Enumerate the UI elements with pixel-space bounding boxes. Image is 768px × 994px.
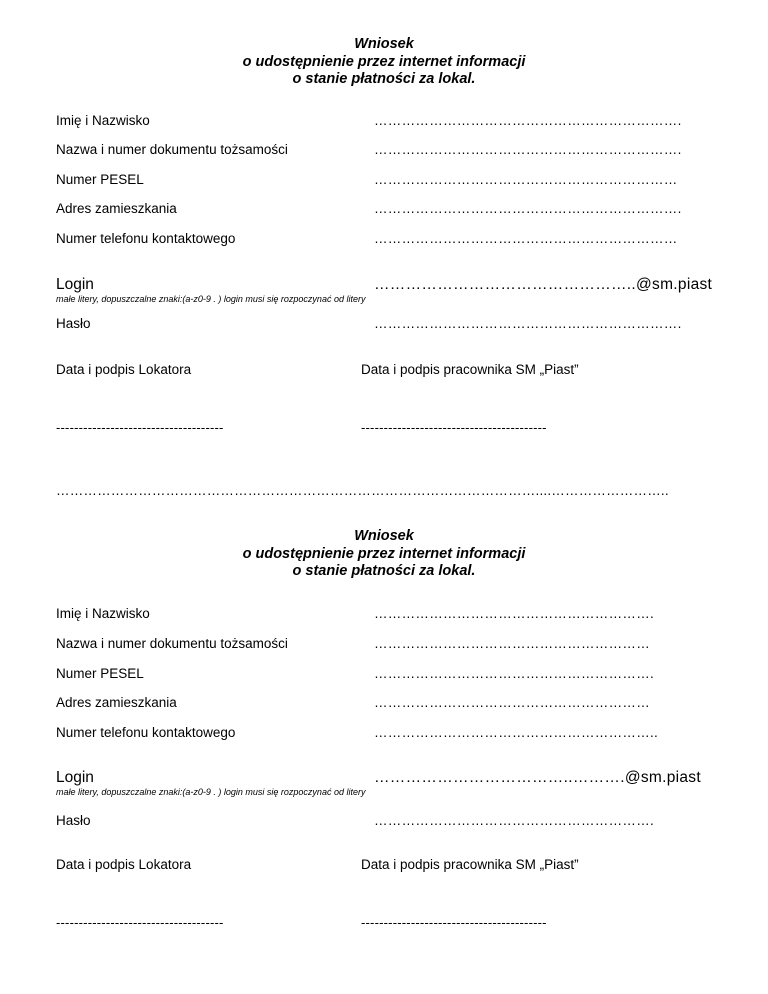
- field-label-phone: Numer telefonu kontaktowego: [56, 725, 236, 740]
- form-title: [0, 36, 768, 89]
- field-dots-name: …………………………………………………….: [374, 606, 655, 621]
- form-title-line-1: Wniosek: [354, 36, 414, 52]
- password-dots: ………………………………………………………….: [374, 316, 682, 331]
- tenant-signature-label: Data i podpis Lokatora: [56, 857, 192, 872]
- tenant-signature-line: -------------------------------------: [56, 420, 224, 435]
- field-dots-id-document: ………………………………………………………….: [374, 142, 682, 157]
- password-label: Hasło: [56, 316, 91, 331]
- staff-signature-line: -----------------------------------------: [361, 420, 547, 435]
- login-note: małe litery, dopuszczalne znaki:(a-z0-9 . ) login musi się rozpoczynać od litery: [56, 294, 366, 304]
- field-dots-pesel: …………………………………………………………: [374, 172, 678, 187]
- field-dots-address: ……………………………………………………: [374, 695, 650, 710]
- field-label-phone: Numer telefonu kontaktowego: [56, 231, 236, 246]
- field-label-name: Imię i Nazwisko: [56, 606, 150, 621]
- login-value: ………………………………..……….@sm.piast: [374, 769, 701, 786]
- staff-signature-label: Data i podpis pracownika SM „Piast”: [361, 362, 579, 377]
- field-dots-phone: ……………………………………………………..: [374, 725, 659, 740]
- application-form-2: [0, 495, 768, 930]
- form-title: [0, 528, 768, 581]
- field-label-id-document: Nazwa i numer dokumentu tożsamości: [56, 636, 288, 651]
- login-note: małe litery, dopuszczalne znaki:(a-z0-9 . ) login musi się rozpoczynać od litery: [56, 787, 366, 797]
- field-dots-phone: …………………………………………………………: [374, 231, 678, 246]
- cut-separator: ……………………………………………………………………………………………....……………………..: [56, 483, 669, 498]
- field-label-pesel: Numer PESEL: [56, 666, 144, 681]
- login-label: Login: [56, 769, 94, 786]
- field-dots-id-document: ……………………………………………………: [374, 636, 650, 651]
- login-label: Login: [56, 276, 94, 293]
- form-title-line-3: o stanie płatności za lokal.: [292, 71, 476, 87]
- field-label-id-document: Nazwa i numer dokumentu tożsamości: [56, 142, 288, 157]
- field-label-pesel: Numer PESEL: [56, 172, 144, 187]
- staff-signature-label: Data i podpis pracownika SM „Piast”: [361, 857, 579, 872]
- tenant-signature-label: Data i podpis Lokatora: [56, 362, 192, 377]
- field-dots-address: ………………………………………………………….: [374, 201, 682, 216]
- field-dots-name: ………………………………………………………….: [374, 113, 682, 128]
- form-title-line-1: Wniosek: [354, 528, 414, 544]
- form-title-line-2: o udostępnienie przez internet informacji: [242, 53, 526, 70]
- password-label: Hasło: [56, 813, 91, 828]
- application-form-1: [0, 0, 768, 435]
- login-value: …………………………………………..@sm.piast: [374, 276, 713, 293]
- field-dots-pesel: …………………………………………………….: [374, 666, 655, 681]
- field-label-address: Adres zamieszkania: [56, 201, 177, 216]
- field-label-address: Adres zamieszkania: [56, 695, 177, 710]
- password-dots: …………………………………………………….: [374, 813, 655, 828]
- form-title-line-3: o stanie płatności za lokal.: [292, 563, 476, 579]
- tenant-signature-line: -------------------------------------: [56, 915, 224, 930]
- staff-signature-line: -----------------------------------------: [361, 915, 547, 930]
- field-label-name: Imię i Nazwisko: [56, 113, 150, 128]
- form-title-line-2: o udostępnienie przez internet informacji: [242, 545, 526, 562]
